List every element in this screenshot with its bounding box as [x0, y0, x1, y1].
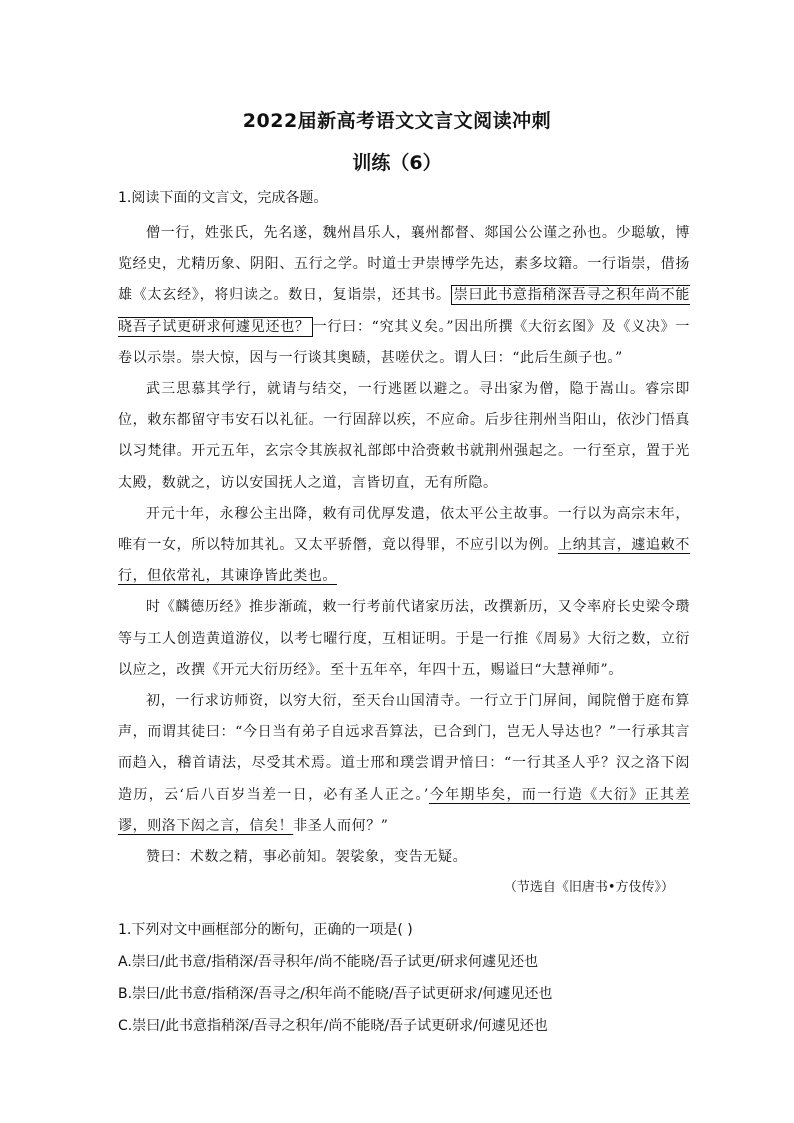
underlined-sentence-1: 上纳其言，遽追敕不行，但依常礼，其谏诤皆此类也。	[118, 537, 690, 585]
boxed-sentence: 崇曰此书意指稍深吾寻之积年尚不能晓吾子试更研求何遽见还也？	[118, 287, 690, 335]
option-c: C.崇曰/此书意指稍深/吾寻之积年/尚不能晓/吾子试更研求/何遽见还也	[118, 1018, 548, 1034]
underlined-sentence-2: 今年期毕矣，而一行造《大衍》正其差谬，则洛下闳之言，信矣！	[118, 786, 690, 834]
question-block	[118, 914, 698, 1042]
passage-paragraph-2: 武三思慕其学行，就请与结交，一行逃匿以避之。寻出家为僧，隐于嵩山。睿宗即位，敕东都留守韦安石以礼征。一行固辞以疾，不应命。后步往荆州当阳山，依沙门悟真以习梵律。开元五年，玄宗令其族叔礼部郎中洽赍敕书就荆州强起之。一行至京，置于光太殿，数就之，访以安国抚人之道，言皆切直，无有所隐。	[118, 381, 690, 491]
passage-paragraph-5	[118, 686, 690, 842]
passage-p5-text-b: 非圣人而何？”	[293, 817, 389, 834]
passage-paragraph-4: 时《麟德历经》推步渐疏，敕一行考前代诸家历法，改撰新历，又令率府长史梁令瓒等与工人创造黄道游仪，以考七曜行度，互相证明。于是一行推《周易》大衍之数，立衍以应之，改撰《开元大衍历经》。至十五年卒，年四十五，赐谥曰“大慧禅师”。	[118, 599, 690, 678]
option-a: A.崇曰/此书意/指稍深/吾寻积年/尚不能晓/吾子试更/研求何遽见还也	[118, 954, 539, 970]
document-subtitle: 训练（6）	[352, 152, 442, 174]
passage-paragraph-6: 赞曰：术数之精，事必前知。袈裟象，变告无疑。	[146, 849, 468, 866]
question-stem: 1.下列对文中画框部分的断句，正确的一项是( )	[118, 922, 413, 938]
source-citation: （节选自《旧唐书•方伎传》）	[503, 880, 674, 895]
question-intro: 1.阅读下面的文言文，完成各题。	[118, 190, 328, 206]
option-b: B.崇曰/此书意/指稍深/吾寻之/积年尚不能晓/吾子试更研求/何遽见还也	[118, 986, 553, 1002]
passage-paragraph-1	[118, 218, 690, 374]
passage-p3-text-a: 开元十年，永穆公主出降，敕有司优厚发遣，依太平公主故事。一行以为高宗末年，唯有一女，所以特加其礼。又太平骄僭，竟以得罪，不应引以为例。	[118, 505, 690, 554]
document-title: 2022届新高考语文文言文阅读冲刺	[242, 110, 552, 132]
passage-paragraph-3	[118, 499, 690, 593]
passage-p1-text-b: 一行曰：“究其义矣。”因出所撰《大衍玄图》及《义决》一卷以示崇。崇大惊，因与一行谈其奥赜，甚嗟伏之。谓人曰：“此后生颜子也。”	[118, 318, 690, 366]
passage-p5-text-a: 初，一行求访师资，以穷大衍，至天台山国清寺。一行立于门屏间，闻院僧于庭布算声，而谓其徒曰：“今日当有弟子自远求吾算法，已合到门，岂无人导达也？”一行承其言而趋入，稽首请法，尽受其术焉。道士邢和璞尝谓尹愔曰：“一行其圣人乎？汉之洛下闳造历，云‘后八百岁当差一日，必有圣人正之。’	[118, 693, 690, 803]
passage-p1-text-a: 僧一行，姓张氏，先名遂，魏州昌乐人，襄州都督、郯国公公谨之孙也。少聪敏，博览经史，尤精历象、阴阳、五行之学。时道士尹崇博学先达，素多坟籍。一行诣崇，借扬雄《太玄经》，将归读之。数日，复诣崇，还其书。	[118, 225, 690, 304]
passage	[118, 218, 690, 873]
